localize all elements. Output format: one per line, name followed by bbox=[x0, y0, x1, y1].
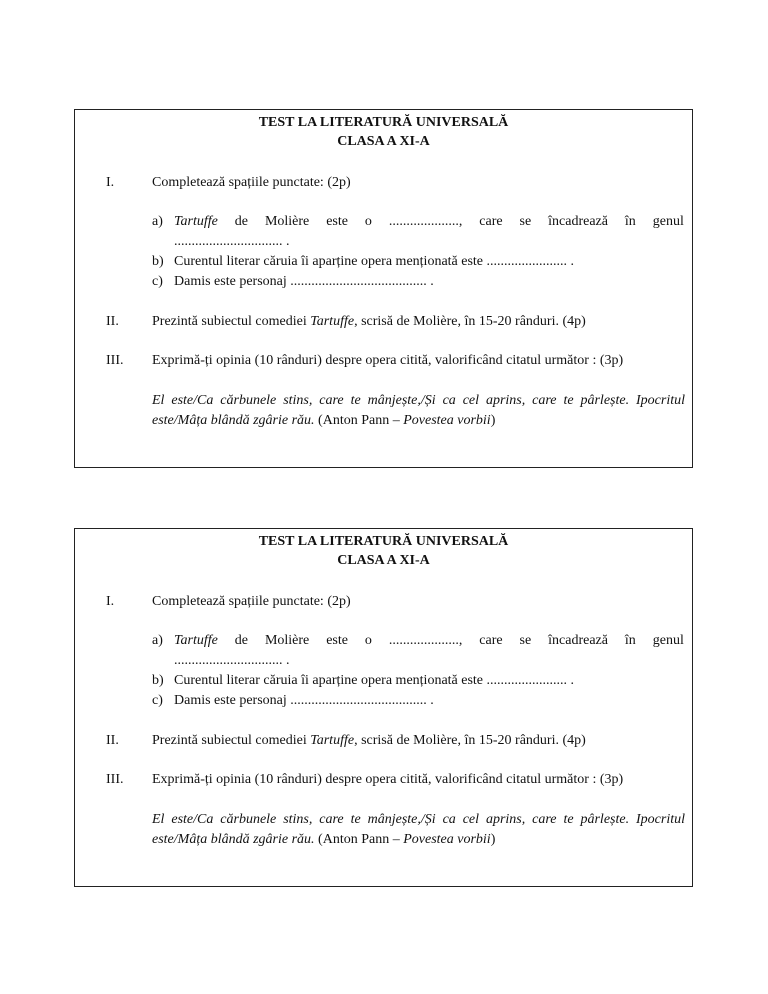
word: în bbox=[624, 633, 636, 648]
item-b-text: Curentul literar căruia îi aparține opera menționată este ....................... . bbox=[174, 254, 575, 269]
item-b-text: Curentul literar căruia îi aparține opera menționată este ....................... . bbox=[174, 673, 575, 688]
question-1-text: Completează spațiile punctate: (2p) bbox=[152, 175, 351, 190]
work-title: Tartuffe bbox=[310, 733, 355, 748]
question-2-number: II. bbox=[106, 733, 119, 748]
work-title: Tartuffe bbox=[310, 314, 355, 329]
question-2-pre: Prezintă subiectul comediei bbox=[152, 314, 311, 329]
word: se bbox=[519, 214, 532, 229]
item-a-letter: a) bbox=[152, 214, 163, 229]
word: genul bbox=[652, 214, 684, 229]
word: de bbox=[234, 214, 248, 229]
question-3-number: III. bbox=[106, 353, 124, 368]
test-card-2 bbox=[74, 528, 693, 887]
quote-author: (Anton Pann – bbox=[314, 413, 404, 428]
question-1-text: Completează spațiile punctate: (2p) bbox=[152, 594, 351, 609]
question-1-number: I. bbox=[106, 594, 115, 609]
quote-author: (Anton Pann – bbox=[314, 832, 404, 847]
word: Molière bbox=[264, 214, 310, 229]
test-card-1 bbox=[74, 109, 693, 468]
question-2-post: , scrisă de Molière, în 15-20 rânduri. (4p) bbox=[354, 733, 586, 748]
work-title: Tartuffe bbox=[174, 214, 218, 229]
test-title: TEST LA LITERATURĂ UNIVERSALĂ bbox=[258, 534, 509, 549]
word: încadrează bbox=[548, 214, 608, 229]
question-2-post: , scrisă de Molière, în 15-20 rânduri. (4p) bbox=[354, 314, 586, 329]
question-2-text bbox=[152, 313, 586, 331]
question-2-number: II. bbox=[106, 314, 119, 329]
question-2-text bbox=[152, 732, 586, 750]
word: care bbox=[479, 633, 503, 648]
question-3-text: Exprimă-ți opinia (10 rânduri) despre opera citită, valorificând citatul următor : (3p) bbox=[152, 772, 624, 787]
work-title: Tartuffe bbox=[174, 633, 218, 648]
word: Molière bbox=[264, 633, 310, 648]
item-b-letter: b) bbox=[152, 254, 164, 269]
quote-source: Povestea vorbii bbox=[403, 832, 491, 847]
question-1-number: I. bbox=[106, 175, 115, 190]
test-class: CLASA A XI-A bbox=[337, 134, 430, 149]
word: se bbox=[519, 633, 532, 648]
item-b-letter: b) bbox=[152, 673, 164, 688]
word: genul bbox=[652, 633, 684, 648]
word: o bbox=[364, 633, 372, 648]
item-a-continuation: ............................... . bbox=[174, 234, 290, 249]
quote-block bbox=[152, 810, 685, 850]
item-a-text bbox=[174, 213, 684, 231]
item-c-letter: c) bbox=[152, 693, 163, 708]
word: în bbox=[624, 214, 636, 229]
question-3-number: III. bbox=[106, 772, 124, 787]
blank-dots: ...................., bbox=[388, 214, 463, 229]
item-a-text bbox=[174, 632, 684, 650]
question-2-pre: Prezintă subiectul comediei bbox=[152, 733, 311, 748]
word: o bbox=[364, 214, 372, 229]
word: care bbox=[479, 214, 503, 229]
word: de bbox=[234, 633, 248, 648]
word: este bbox=[326, 633, 348, 648]
item-a-continuation: ............................... . bbox=[174, 653, 290, 668]
quote-text: El este/Ca cărbunele stins, care te mânjește,/Și ca cel aprins, care te pârlește. Ipocritul este/Mâța blândă zgârie rău. bbox=[152, 812, 685, 847]
word: este bbox=[326, 214, 348, 229]
word: încadrează bbox=[548, 633, 608, 648]
item-c-letter: c) bbox=[152, 274, 163, 289]
quote-close: ) bbox=[490, 413, 496, 428]
quote-block bbox=[152, 391, 685, 431]
quote-text: El este/Ca cărbunele stins, care te mânjește,/Și ca cel aprins, care te pârlește. Ipocritul este/Mâța blândă zgârie rău. bbox=[152, 393, 685, 428]
test-class: CLASA A XI-A bbox=[337, 553, 430, 568]
item-c-text: Damis este personaj ....................................... . bbox=[174, 274, 434, 289]
question-3-text: Exprimă-ți opinia (10 rânduri) despre opera citită, valorificând citatul următor : (3p) bbox=[152, 353, 624, 368]
test-title: TEST LA LITERATURĂ UNIVERSALĂ bbox=[258, 115, 509, 130]
blank-dots: ...................., bbox=[388, 633, 463, 648]
quote-source: Povestea vorbii bbox=[403, 413, 491, 428]
quote-close: ) bbox=[490, 832, 496, 847]
item-a-letter: a) bbox=[152, 633, 163, 648]
item-c-text: Damis este personaj ....................................... . bbox=[174, 693, 434, 708]
